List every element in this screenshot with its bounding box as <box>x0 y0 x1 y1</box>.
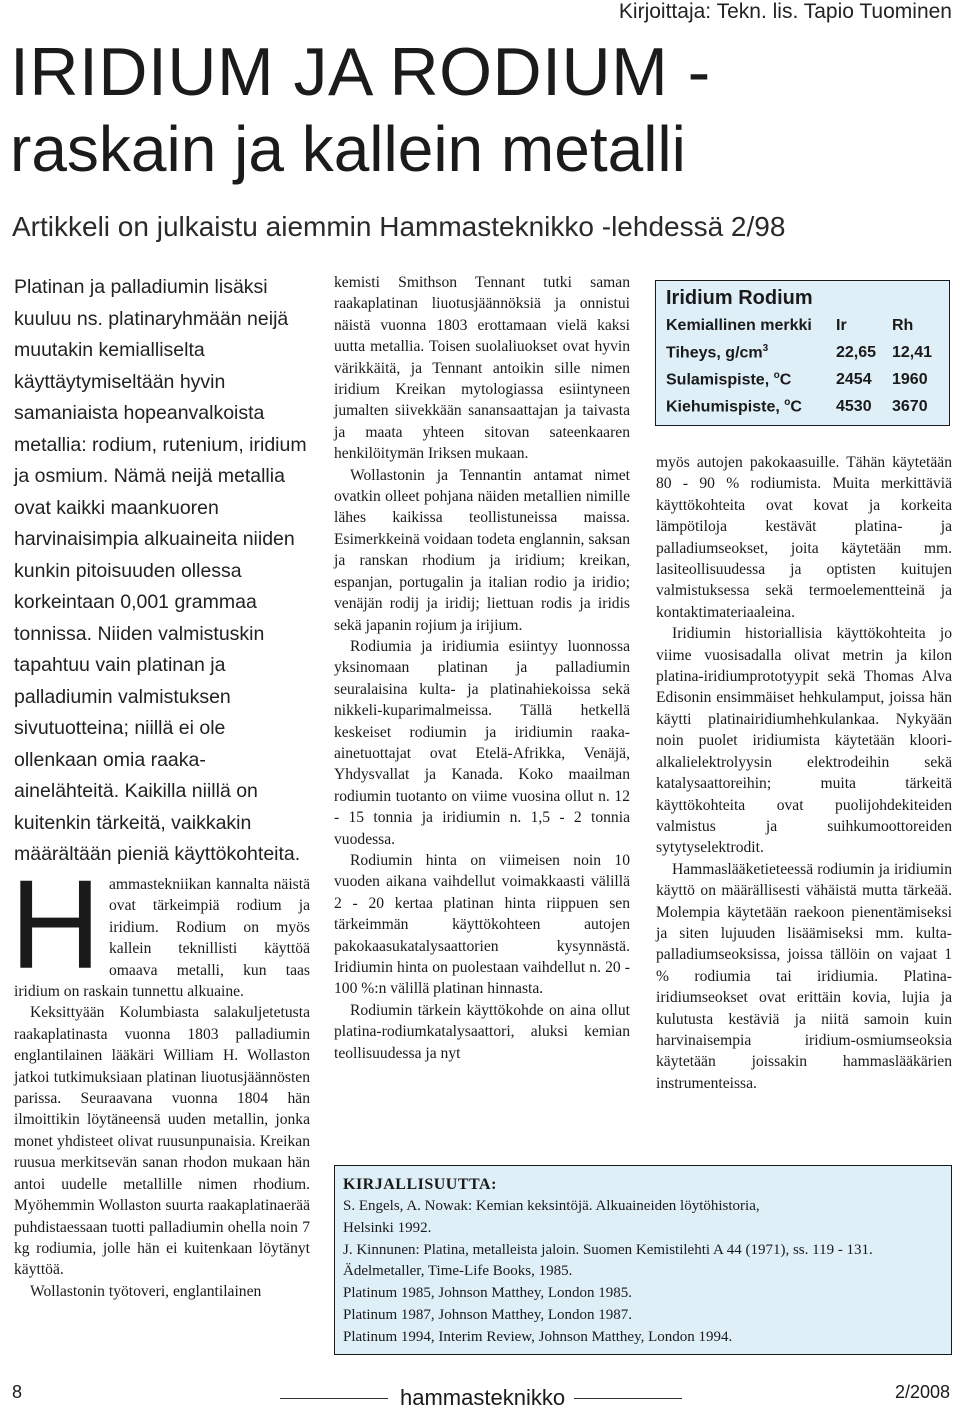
reference-item: S. Engels, A. Nowak: Kemian keksintöjä. Alkuaineiden löytöhistoria, <box>343 1198 760 1214</box>
col2-paragraph-4: Rodiumin hinta on viimeisen noin 10 vuoden aikana vaihdellut voimakkaasti välillä 2 - 20 kertaa platinan hinta riippuen sen tärkeimmän käyttökohteen autojen pakokaasukatalysaattorien kysynnästä. Iridiumin hinta on puolestaan vaihdellut n. 20 - 100 %:n välillä platinan hinnasta. <box>334 851 630 998</box>
title-line-1: IRIDIUM JA RODIUM - <box>10 34 711 110</box>
row-label: Kiehumispiste, $^o$C <box>666 396 802 416</box>
col1-paragraph-3: Wollastonin työtoveri, englantilainen <box>30 1282 262 1300</box>
data-box-title: Iridium Rodium <box>666 287 813 309</box>
column-2 <box>334 272 630 1064</box>
col2-paragraph-2: Wollastonin ja Tennantin antamat nimet ovatkin olleet pohjana näiden metallien nimille lähes kaikissa teollistuneissa maissa. Esimerkkeinä voidaan todeta englannin, saksan ja ranskan rhodium ja iridium; kreikan, espanjan, portugalin ja italian rodio ja iridio; venäjän rodij ja iridij; liettuan rodis ja iridis sekä japanin rojium ja irijium. <box>334 466 630 634</box>
reference-item: Platinum 1985, Johnson Matthey, London 1985. <box>343 1285 633 1302</box>
references-title: KIRJALLISUUTTA: <box>343 1176 497 1193</box>
lead-paragraph <box>14 272 310 871</box>
table-row <box>666 339 932 366</box>
reference-item: Platinum 1987, Johnson Matthey, London 1987. <box>343 1306 633 1323</box>
iridium-value: 4530 <box>836 397 872 415</box>
table-row <box>666 366 932 393</box>
col1-paragraph-2: Keksittyään Kolumbiasta salakuljetetusta raakaplatinasta vuonna 1803 palladiumin englantilainen lääkäri William H. Wollaston jatkoi tutkimuksiaan platinan liuotusjäännösten parissa. Seuraavana vuonna 1804 hän ilmoittikin löytäneensä uuden metallin, jonka monet yhdisteet olivat ruusunpunaisia. Kreikan ruusua merkitsevän sanan rhodon mukaan hän antoi uudelle metallille nimen rhodium. Myöhemmin Wollaston suurta raakaplatinaerää puhdistaessaan tuotti palladiumin ohella noin 7 kg rodiumia, jolle hän ei kuitenkaan löytänyt käyttöä. <box>14 1004 310 1279</box>
column-1 <box>10 854 310 1302</box>
author-line: Kirjoittaja: Tekn. lis. Tapio Tuominen <box>618 0 952 23</box>
row-label: Kemiallinen merkki <box>666 316 812 334</box>
col3-paragraph-3: Hammaslääketieteessä rodiumin ja iridiumin käyttö on määrällisesti vähäistä mutta tärkeää. Molempia käytetään raekoon pienentämiseksi ja siten lujuuden lisäämiseksi mm. kulta-palladiumseoksissa, joissa tällöin on vajaat 1 % rodiumia tai iridiumia. Platina-iridiumseokset ovat erittäin kovia, lujia ja kulutusta kestäviä ja niitä samoin kuin harvinaisempia iridium-osmiumseoksia käytetään joissakin hammaslääkärien instrumenteissa. <box>656 860 952 1092</box>
reference-item: Helsinki 1992. <box>343 1219 432 1236</box>
iridium-value: 2454 <box>836 370 872 388</box>
lead-text: Platinan ja palladiumin lisäksi kuuluu ns. platinaryhmään neijä muutakin kemialliselta käyttäytymiseltään hyvin samaniaista hopeanvalkoista metallia: rodium, rutenium, iridium ja osmium. Nämä neijä metallia ovat kaikki maankuoren harvinaisimpia alkuaineita niiden kunkin pitoisuuden ollessa korkeintaan 0,001 grammaa tonnissa. Niiden valmistuskin tapahtuu vain platinan ja palladiumin valmistuksen sivutuotteina; niillä ei ole ollenkaan omia raaka-ainelähteitä. Kaikilla niillä on kuitenkin tärkeitä, vaikkakin määrältään pieniä käyttökohteita. <box>14 276 307 865</box>
footer-rule-right <box>574 1398 682 1399</box>
issue-number: 2/2008 <box>894 1382 950 1402</box>
iridium-value: 22,65 <box>836 343 877 361</box>
table-row <box>666 393 932 420</box>
col3-paragraph-1: myös autojen pakokaasuille. Tähän käytetään 80 - 90 % rodiumista. Muita merkittäviä käyttökohteita ovat kovat ja korkeita lämpötiloja kestävät platina- ja palladiumseokset, joita käytetään mm. lasiteollisuudessa ja optisten kuitujen valmistuksessa sekä termoelementteinä ja kontaktimateriaaleina. <box>656 454 952 621</box>
reference-item: J. Kinnunen: Platina, metalleista jaloin. Suomen Kemistilehti A 44 (1971), ss. 119 - 131. <box>343 1241 873 1258</box>
magazine-name: hammasteknikko <box>400 1385 566 1410</box>
element-data-box <box>655 280 950 426</box>
drop-cap: H <box>10 854 101 995</box>
col3-paragraph-2: Iridiumin historiallisia käyttökohteita jo viime vuosisadalla olivat metrin ja kilon platina-iridiumprototyypit sekä Thomas Alva Edisonin ensimmäiset hehkulamput, joissa hän käytti platinairidiumhehkulankaa. Nykyään noin puolet iridiumista käytetään kloori-alkalielektrolyysin elektrodeihin sekä katalysaattoreihin; muita tärkeitä käyttökohteita ovat puolijohdekiteiden valmistus ja suihkumoottoreiden sytytyselektrodit. <box>656 625 952 857</box>
col2-paragraph-1: kemisti Smithson Tennant tutki saman raakaplatinan liuotusjäännöksiä ja onnistui näistä vuonna 1803 erottamaan vielä kaksi uutta metallia. Toisen suolaliuokset ovat hyvin värikkäitä, ja Tennant antoikin sille nimen iridium Kreikan mytologiassa esiintyneen jumalten siivekkään sanansaattajan ja taivasta ja maata yhteen sitovan sateenkaaren henkilöitymän Iriksen mukaan. <box>334 274 630 463</box>
rhodium-value: Rh <box>892 316 914 334</box>
rhodium-value: 12,41 <box>892 343 933 361</box>
subtitle: Artikkeli on julkaistu aiemmin Hammasteknikko -lehdessä 2/98 <box>12 211 786 242</box>
page-number: 8 <box>12 1382 23 1402</box>
title-line-2: raskain ja kallein metalli <box>10 113 686 185</box>
iridium-value: Ir <box>836 316 847 334</box>
reference-item: Ädelmetaller, Time-Life Books, 1985. <box>343 1263 573 1280</box>
table-row <box>666 312 932 339</box>
column-3 <box>656 452 952 1094</box>
row-label: Sulamispiste, $^o$C <box>666 369 792 389</box>
row-label: Tiheys, $g/cm^3$ <box>666 342 769 362</box>
footer-rule-left <box>280 1398 388 1399</box>
reference-item: Platinum 1994, Interim Review, Johnson Matthey, London 1994. <box>343 1328 733 1345</box>
col2-paragraph-3: Rodiumia ja iridiumia esiintyy luonnossa yksinomaan platinan ja palladiumin seuralaisina kulta- ja platinahiekoissa sekä nikkeli-kuparimalmeissa. Tällä hetkellä keskeiset rodiumin ja iridiumin raaka-ainetuottajat ovat Etelä-Afrikka, Venäjä, Yhdysvallat ja Kanada. Koko maailman rodiumin tuotanto on viime vuosina ollut n. 12 - 15 tonnia ja iridiumin n. 1,5 - 2 tonnia vuodessa. <box>334 637 630 848</box>
rhodium-value: 1960 <box>892 370 928 388</box>
col1-paragraph-1: ammastekniikan kannalta näistä ovat tärkeimpiä rodium ja iridium. Rodium on myös kallein teknillisti käyttöä omaava metalli, kun taas iridium on raskain tunnettu alkuaine. <box>14 876 310 1001</box>
references-box <box>334 1165 952 1355</box>
col2-paragraph-5: Rodiumin tärkein käyttökohde on aina ollut platina-rodiumkatalysaattori, aluksi kemian teollisuudessa ja nyt <box>334 1001 630 1062</box>
element-data-table <box>666 312 932 420</box>
rhodium-value: 3670 <box>892 397 928 415</box>
